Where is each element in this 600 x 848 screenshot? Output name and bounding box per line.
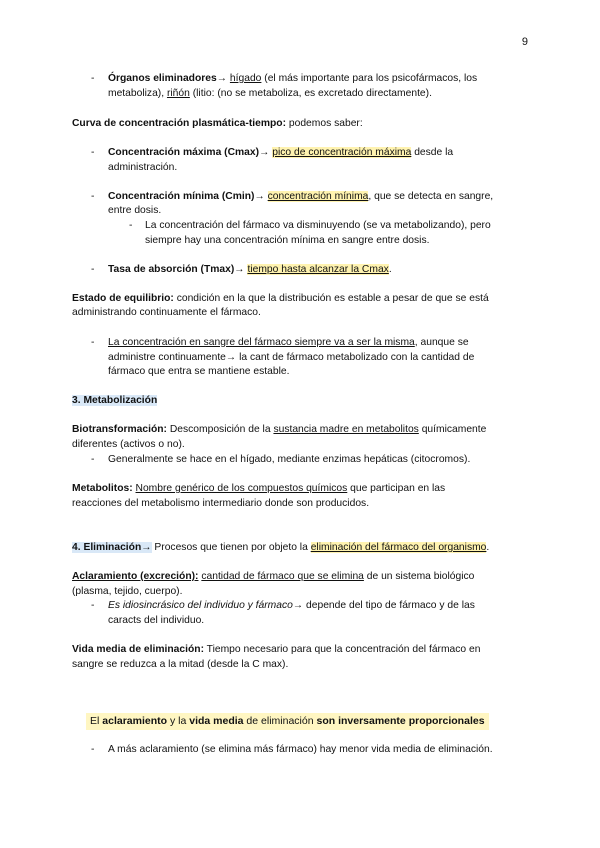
callout-term-aclaramiento: aclaramiento [102, 715, 168, 727]
cmin-line-2: entre dosis. [108, 205, 162, 216]
text: desde la [411, 147, 454, 158]
elim-highlight: eliminación del fármaco del organismo [310, 542, 487, 553]
arrow: → [254, 191, 268, 202]
cmin-title: Concentración mínima (Cmin) [108, 191, 255, 202]
cmax-title: Concentración máxima (Cmax) [108, 147, 260, 158]
equilibrio-bullet-3: fármaco que entra se mantiene estable. [108, 366, 290, 377]
biotrans-line-1 [72, 423, 486, 438]
section-heading-metabolizacion [72, 394, 157, 409]
cmax-line-2: administración. [108, 162, 178, 173]
cmax-highlight: pico de concentración máxima [272, 147, 412, 158]
biotrans-line-2: diferentes (activos o no). [72, 439, 185, 450]
text: Tiempo necesario para que la concentración del fármaco en [204, 644, 481, 655]
biotrans-underline: sustancia madre en metabolitos [273, 424, 419, 435]
aclaramiento-line-2: (plasma, tejido, cuerpo). [72, 586, 183, 597]
cmin-sub-2: siempre hay una concentración mínima en sangre entre dosis. [145, 235, 430, 246]
heading-text: 3. Metabolización [72, 395, 158, 406]
callout-term-vida-media: vida media [189, 715, 244, 727]
bullet-dash: - [91, 191, 95, 202]
cmin-sub-1: La concentración del fármaco va disminuyendo (se va metabolizando), pero [145, 220, 491, 231]
text: y la [167, 715, 190, 727]
bullet-dash: - [91, 147, 95, 158]
text: metaboliza), [108, 88, 167, 99]
metabolitos-title: Metabolitos: [72, 483, 133, 494]
organos-title: Órganos eliminadores [108, 73, 217, 84]
term-rinon: riñón [166, 88, 190, 99]
vida-media-line-1 [72, 643, 480, 658]
aclaramiento-title: Aclaramiento (excreción): [72, 571, 199, 582]
equilibrio-title: Estado de equilibrio: [72, 293, 174, 304]
text: . [388, 264, 392, 275]
text: condición en la que la distribución es estable a pesar de que se está [173, 293, 489, 304]
tmax-title: Tasa de absorción (Tmax) [108, 264, 235, 275]
tmax-line [108, 263, 392, 278]
term-higado: hígado [229, 73, 262, 84]
organos-line-1 [108, 72, 477, 87]
organos-line-2 [108, 87, 432, 102]
cmin-highlight: concentración mínima [267, 191, 369, 202]
text: (el más importante para los psicofármacos, los [261, 73, 478, 84]
bullet-dash: - [91, 337, 95, 348]
equilibrio-bullet-2: administre continuamente→ la cant de fármaco metabolizado con la cantidad de [108, 352, 475, 363]
bullet-dash: - [91, 600, 95, 611]
metabolitos-line-2: reacciones del metabolismo intermediario donde son producidos. [72, 498, 370, 509]
cmin-line-1 [108, 190, 493, 205]
highlight-callout [86, 713, 489, 730]
text: . [486, 542, 490, 553]
arrow: → [234, 264, 248, 275]
vida-media-line-2: sangre se reduzca a la mitad (desde la C max). [72, 659, 289, 670]
text: podemos saber: [286, 118, 363, 129]
arrow: → [141, 542, 152, 553]
text: Procesos que tienen por objeto la [151, 542, 311, 553]
text: que participan en las [347, 483, 446, 494]
page-number: 9 [521, 36, 528, 48]
heading-text: 4. Eliminación [72, 542, 142, 553]
equilibrio-bullet-1 [108, 336, 469, 351]
equilibrio-line-2: administrando continuamente el fármaco. [72, 307, 261, 318]
final-bullet: A más aclaramiento (se elimina más fármaco) hay menor vida media de eliminación. [108, 744, 493, 755]
section-heading-eliminacion [72, 541, 489, 556]
biotrans-title: Biotransformación: [72, 424, 167, 435]
aclaramiento-bullet-2: caracts del individuo. [108, 615, 205, 626]
equilibrio-underline: La concentración en sangre del fármaco siempre va a ser la misma [108, 337, 415, 348]
metabolitos-underline: Nombre genérico de los compuestos químicos [135, 483, 348, 494]
tmax-highlight: tiempo hasta alcanzar la Cmax [247, 264, 389, 275]
bullet-dash: - [91, 73, 95, 84]
curva-title: Curva de concentración plasmática-tiempo: [72, 118, 287, 129]
vida-media-title: Vida media de eliminación: [72, 644, 204, 655]
aclaramiento-underline: cantidad de fármaco que se elimina [201, 571, 364, 582]
text: químicamente [418, 424, 487, 435]
equilibrio-line-1 [72, 292, 489, 307]
aclaramiento-line-1 [72, 570, 474, 585]
text: Descomposición de la [166, 424, 274, 435]
sub-bullet-dash: - [129, 220, 133, 231]
cmax-line-1 [108, 146, 453, 161]
aclaramiento-bullet-1 [108, 599, 475, 614]
text: de un sistema biológico [363, 571, 475, 582]
metabolitos-line-1 [72, 482, 445, 497]
curva-line [72, 117, 363, 132]
biotrans-bullet: Generalmente se hace en el hígado, mediante enzimas hepáticas (citocromos). [108, 454, 471, 465]
bullet-dash: - [91, 744, 95, 755]
bullet-dash: - [91, 454, 95, 465]
text: El [90, 715, 103, 727]
callout-conclusion: son inversamente proporcionales [316, 715, 485, 727]
arrow: → [216, 73, 230, 84]
arrow: → [259, 147, 273, 158]
text: de eliminación [243, 715, 317, 727]
text: → depende del tipo de fármaco y de las [292, 600, 475, 611]
text: , aunque se [414, 337, 469, 348]
text: , que se detecta en sangre, [368, 191, 494, 202]
aclaramiento-italic: Es idiosincrásico del individuo y fármaco [108, 600, 293, 611]
bullet-dash: - [91, 264, 95, 275]
text: (litio: (no se metaboliza, es excretado directamente). [189, 88, 432, 99]
